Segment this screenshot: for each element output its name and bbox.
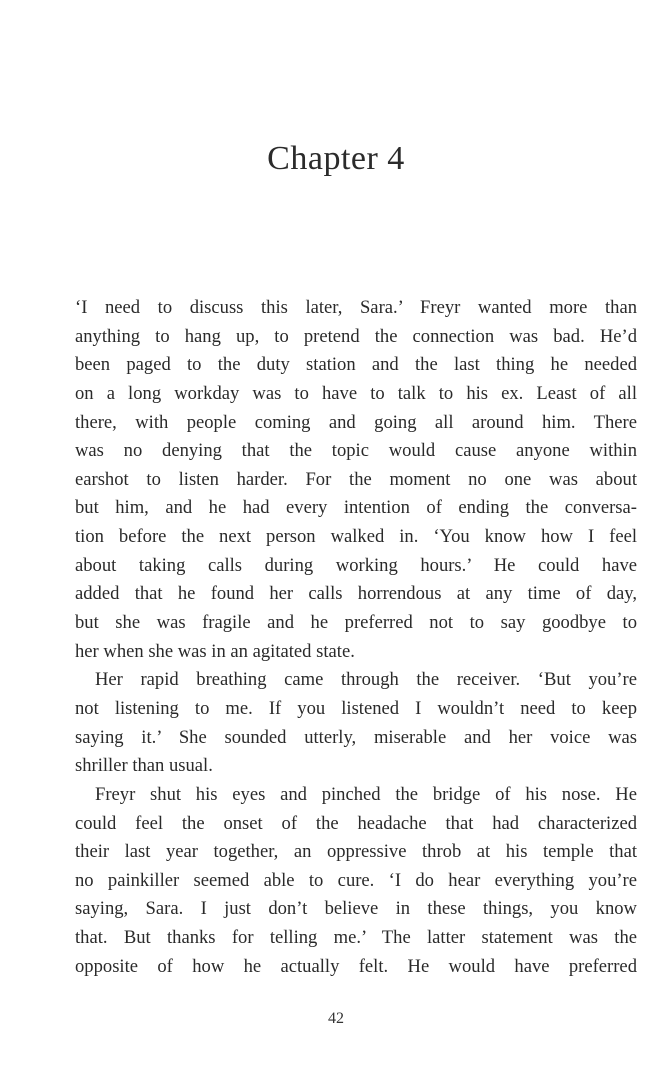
text-line: Her rapid breathing came through the receiver. ‘But you’re [95, 669, 637, 691]
text-line: earshot to listen harder. For the moment no one was about [75, 468, 637, 490]
text-line: ‘I need to discuss this later, Sara.’ Freyr wanted more than [75, 297, 637, 318]
text-line: shriller than usual. [75, 755, 213, 777]
text-line: but she was fragile and he preferred not to say goodbye to [75, 612, 637, 634]
text-line: tion before the next person walked in. ‘You know how I feel [75, 526, 637, 548]
chapter-title: Chapter 4 [267, 140, 405, 177]
text-line: about taking calls during working hours.’ He could have [75, 554, 637, 576]
text-line: could feel the onset of the headache that had characterized [75, 812, 637, 834]
text-line: not listening to me. If you listened I wouldn’t need to keep [75, 697, 637, 719]
text-line: was no denying that the topic would cause anyone within [75, 440, 637, 462]
text-line: anything to hang up, to pretend the connection was bad. He’d [75, 325, 637, 347]
text-line: saying it.’ She sounded utterly, miserable and her voice was [75, 726, 637, 748]
text-line: her when she was in an agitated state. [75, 640, 355, 662]
text-line: on a long workday was to have to talk to his ex. Least of all [75, 382, 637, 404]
text-line: there, with people coming and going all around him. There [75, 411, 637, 433]
text-line: added that he found her calls horrendous at any time of day, [75, 583, 637, 605]
text-line: their last year together, an oppressive throb at his temple that [75, 841, 637, 863]
page-number: 42 [328, 1010, 344, 1027]
chapter-body [75, 294, 637, 981]
text-line: saying, Sara. I just don’t believe in these things, you know [75, 898, 637, 920]
text-line: been paged to the duty station and the last thing he needed [75, 354, 637, 376]
text-line: opposite of how he actually felt. He would have preferred [75, 955, 637, 977]
text-line: Freyr shut his eyes and pinched the bridge of his nose. He [95, 783, 637, 805]
text-line: no painkiller seemed able to cure. ‘I do hear everything you’re [75, 869, 637, 891]
text-line: that. But thanks for telling me.’ The latter statement was the [75, 927, 637, 949]
text-line: but him, and he had every intention of ending the conversa- [75, 497, 637, 519]
